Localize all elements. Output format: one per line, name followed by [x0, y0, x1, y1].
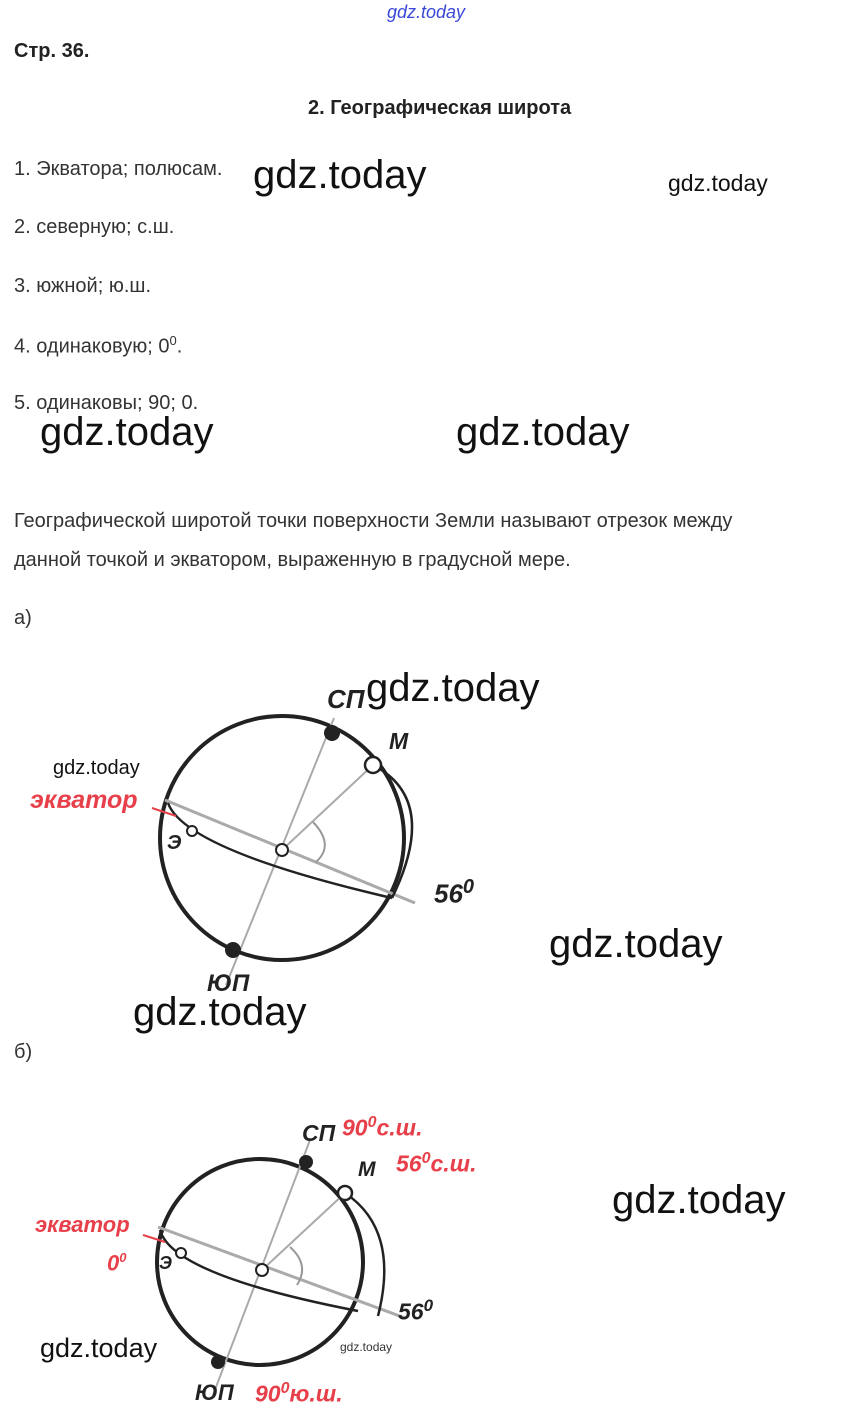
south-pole-point: [211, 1355, 225, 1369]
section-heading: 2. Географическая широта: [308, 97, 572, 119]
equator-label: экватор: [35, 1212, 130, 1237]
answer-1: 1. Экватора; полюсам.: [14, 158, 223, 180]
watermark: gdz.today: [340, 1340, 393, 1354]
watermark: gdz.today: [366, 666, 540, 710]
watermark-top: gdz.today: [387, 2, 466, 22]
watermark: gdz.today: [549, 922, 723, 966]
equator-label: экватор: [30, 786, 138, 814]
south-pole-label: ЮП: [195, 1380, 234, 1405]
watermark: gdz.today: [40, 410, 214, 454]
watermark: gdz.today: [456, 410, 630, 454]
watermark: gdz.today: [253, 153, 427, 197]
point-e-label: Э: [167, 832, 182, 854]
center-point: [256, 1264, 268, 1276]
south-pole-latitude: $90^0ю.ш$.: [255, 1380, 343, 1407]
watermark: gdz.today: [133, 990, 307, 1034]
page-number: Стр. 36.: [14, 40, 90, 62]
part-b-label: б): [14, 1041, 33, 1063]
point-e-marker: [176, 1248, 186, 1258]
point-m-label: М: [389, 728, 409, 754]
globe-circle: [157, 1159, 363, 1365]
point-m-label: М: [358, 1158, 376, 1181]
north-pole-point: [299, 1155, 313, 1169]
north-pole-label: СП: [327, 684, 365, 714]
answer-2: 2. северную; с.ш.: [14, 216, 175, 238]
answer-3: 3. южной; ю.ш.: [14, 275, 152, 297]
south-pole-label: ЮП: [207, 970, 250, 997]
angle-label: $56^0$: [434, 876, 475, 909]
watermark: gdz.today: [668, 170, 768, 196]
part-a-label: а): [14, 607, 32, 629]
point-m-latitude: $56^0с.ш$.: [396, 1150, 477, 1177]
definition-line-2: данной точкой и экватором, выраженную в градусной мере.: [14, 549, 571, 571]
north-pole-label: СП: [302, 1120, 336, 1146]
watermark: gdz.today: [612, 1178, 786, 1222]
answer-5: 5. одинаковы; 90; 0.: [14, 392, 199, 414]
angle-label: $56^0$: [398, 1296, 434, 1325]
north-pole-latitude: $90^0с.ш$.: [342, 1114, 423, 1141]
equator-latitude: $0^0$: [107, 1250, 127, 1276]
watermark: gdz.today: [53, 757, 140, 779]
equator-line: [158, 1227, 405, 1318]
answer-4: 4. одинаковую; $0^0$.: [14, 333, 183, 358]
definition-line-1: Географической широтой точки поверхности Земли называют отрезок между: [14, 510, 733, 532]
watermark: gdz.today: [40, 1333, 158, 1363]
point-m-marker: [338, 1186, 352, 1200]
point-e-label: Э: [159, 1253, 172, 1273]
